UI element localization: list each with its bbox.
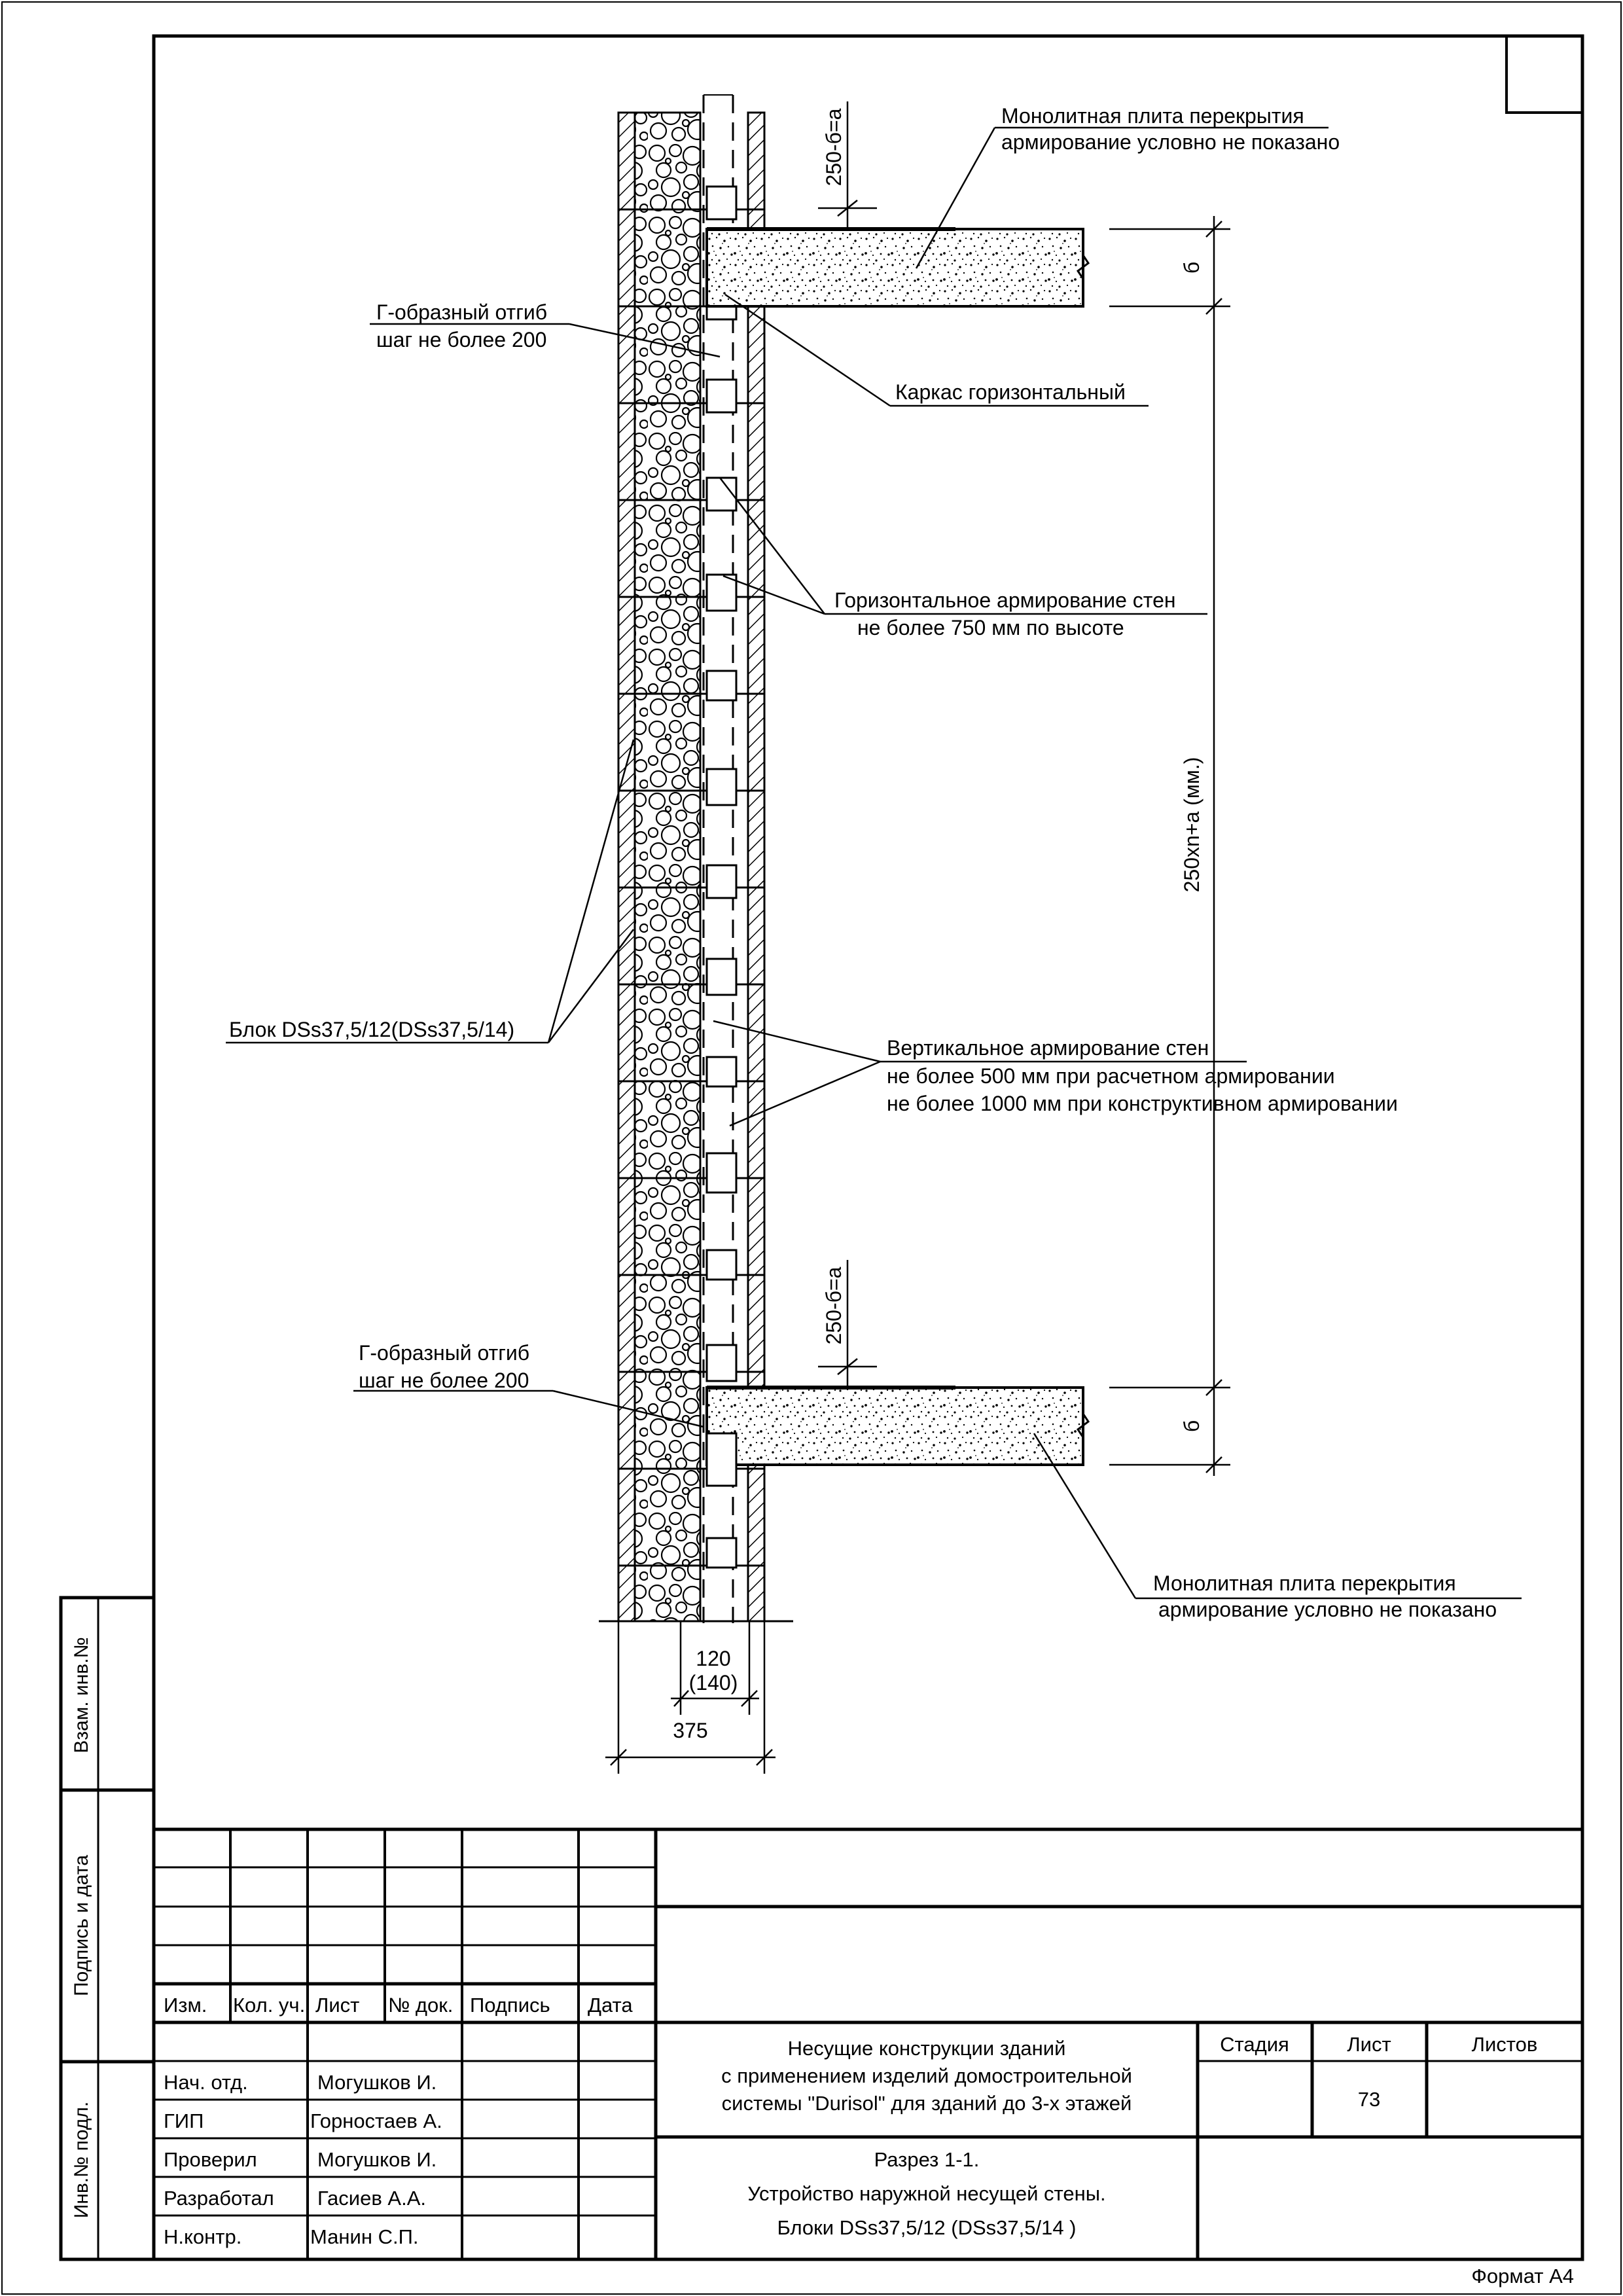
slab-top-label-1: Монолитная плита перекрытия xyxy=(1001,104,1304,128)
g-bend-bottom-label-2: шаг не более 200 xyxy=(359,1369,529,1392)
rev-header-doc: № док. xyxy=(388,1994,454,2017)
horizontal-reinforcement-label-1: Горизонтальное армирование стен xyxy=(834,588,1176,612)
slab-bottom-label-1: Монолитная плита перекрытия xyxy=(1153,1571,1456,1595)
project-title-3: системы "Durisol" для зданий до 3-х этажей xyxy=(721,2092,1132,2115)
project-title-1: Несущие конструкции зданий xyxy=(787,2037,1066,2060)
dim-bottom-offset: 250-б=а xyxy=(822,1266,846,1345)
g-bend-bottom-label-1: Г-образный отгиб xyxy=(359,1341,530,1365)
staff-role-3: Проверил xyxy=(164,2148,257,2171)
dim-slab-thickness-top: б xyxy=(1180,261,1204,274)
title-block-texts xyxy=(164,1994,1537,2248)
vertical-reinforcement-label-3: не более 1000 мм при конструктивном армировании xyxy=(887,1092,1398,1115)
slab-bottom-label-2: армирование условно не показано xyxy=(1158,1598,1497,1621)
horizontal-reinforcement-label-2: не более 750 мм по высоте xyxy=(857,616,1124,639)
dim-wall-width: 375 xyxy=(673,1719,708,1742)
upper-slab xyxy=(707,229,1088,306)
vertical-reinforcement-label-1: Вертикальное армирование стен xyxy=(887,1036,1209,1060)
g-bend-top-label-2: шаг не более 200 xyxy=(376,328,547,351)
sheet-outer-border xyxy=(2,2,1621,2294)
horizontal-frames xyxy=(707,187,736,1568)
corner-stamp-box xyxy=(1507,36,1582,113)
staff-role-2: ГИП xyxy=(164,2109,204,2132)
rev-header-count: Кол. уч. xyxy=(233,1994,306,2017)
block-label: Блок DSs37,5/12(DSs37,5/14) xyxy=(229,1018,515,1041)
sheets-header: Листов xyxy=(1471,2033,1538,2056)
side-stamp-label-replace: Взам. инв.№ xyxy=(71,1637,92,1753)
frame-horizontal-label: Каркас горизонтальный xyxy=(895,380,1126,404)
staff-name-2: Горностаев А. xyxy=(310,2109,442,2132)
staff-role-5: Н.контр. xyxy=(164,2225,242,2248)
staff-name-4: Гасиев А.А. xyxy=(317,2187,427,2210)
dim-height: 250хn+а (мм.) xyxy=(1180,757,1204,893)
side-stamp-label-inventory: Инв.№ подл. xyxy=(71,2101,92,2219)
staff-name-1: Могушков И. xyxy=(317,2071,437,2094)
staff-name-3: Могушков И. xyxy=(317,2148,437,2171)
durisol-block-layer xyxy=(635,113,700,1621)
dim-core-width-2: (140) xyxy=(688,1671,738,1695)
staff-role-1: Нач. отд. xyxy=(164,2071,248,2094)
sheet-number: 73 xyxy=(1357,2088,1381,2111)
sheet-title-2: Устройство наружной несущей стены. xyxy=(747,2182,1106,2205)
staff-role-4: Разработал xyxy=(164,2187,274,2210)
slab-top-label-2: армирование условно не показано xyxy=(1001,130,1340,154)
drawing-frame xyxy=(154,36,1582,2259)
project-title-2: с применением изделий домостроительной xyxy=(721,2064,1132,2087)
dim-slab-thickness-bottom: б xyxy=(1180,1420,1204,1433)
dim-top-offset: 250-б=а xyxy=(822,108,846,187)
vertical-reinforcement-label-2: не более 500 мм при расчетном армировании xyxy=(887,1064,1335,1088)
staff-name-5: Манин С.П. xyxy=(310,2225,419,2248)
format-label: Формат А4 xyxy=(1471,2265,1574,2287)
side-stamp-label-signature: Подпись и дата xyxy=(71,1855,92,1996)
rev-header-sheet: Лист xyxy=(315,1994,360,2017)
sheet-header: Лист xyxy=(1347,2033,1391,2056)
rev-header-signature: Подпись xyxy=(470,1994,550,2017)
outer-plaster-layer xyxy=(618,113,635,1621)
dim-core-width-1: 120 xyxy=(696,1647,731,1670)
stage-header: Стадия xyxy=(1220,2033,1289,2056)
rev-header-change: Изм. xyxy=(164,1994,207,2017)
g-bend-top-label-1: Г-образный отгиб xyxy=(376,300,548,324)
sheet-title-1: Разрез 1-1. xyxy=(874,2148,980,2171)
rev-header-date: Дата xyxy=(588,1994,633,2017)
sheet-title-3: Блоки DSs37,5/12 (DSs37,5/14 ) xyxy=(777,2216,1077,2239)
